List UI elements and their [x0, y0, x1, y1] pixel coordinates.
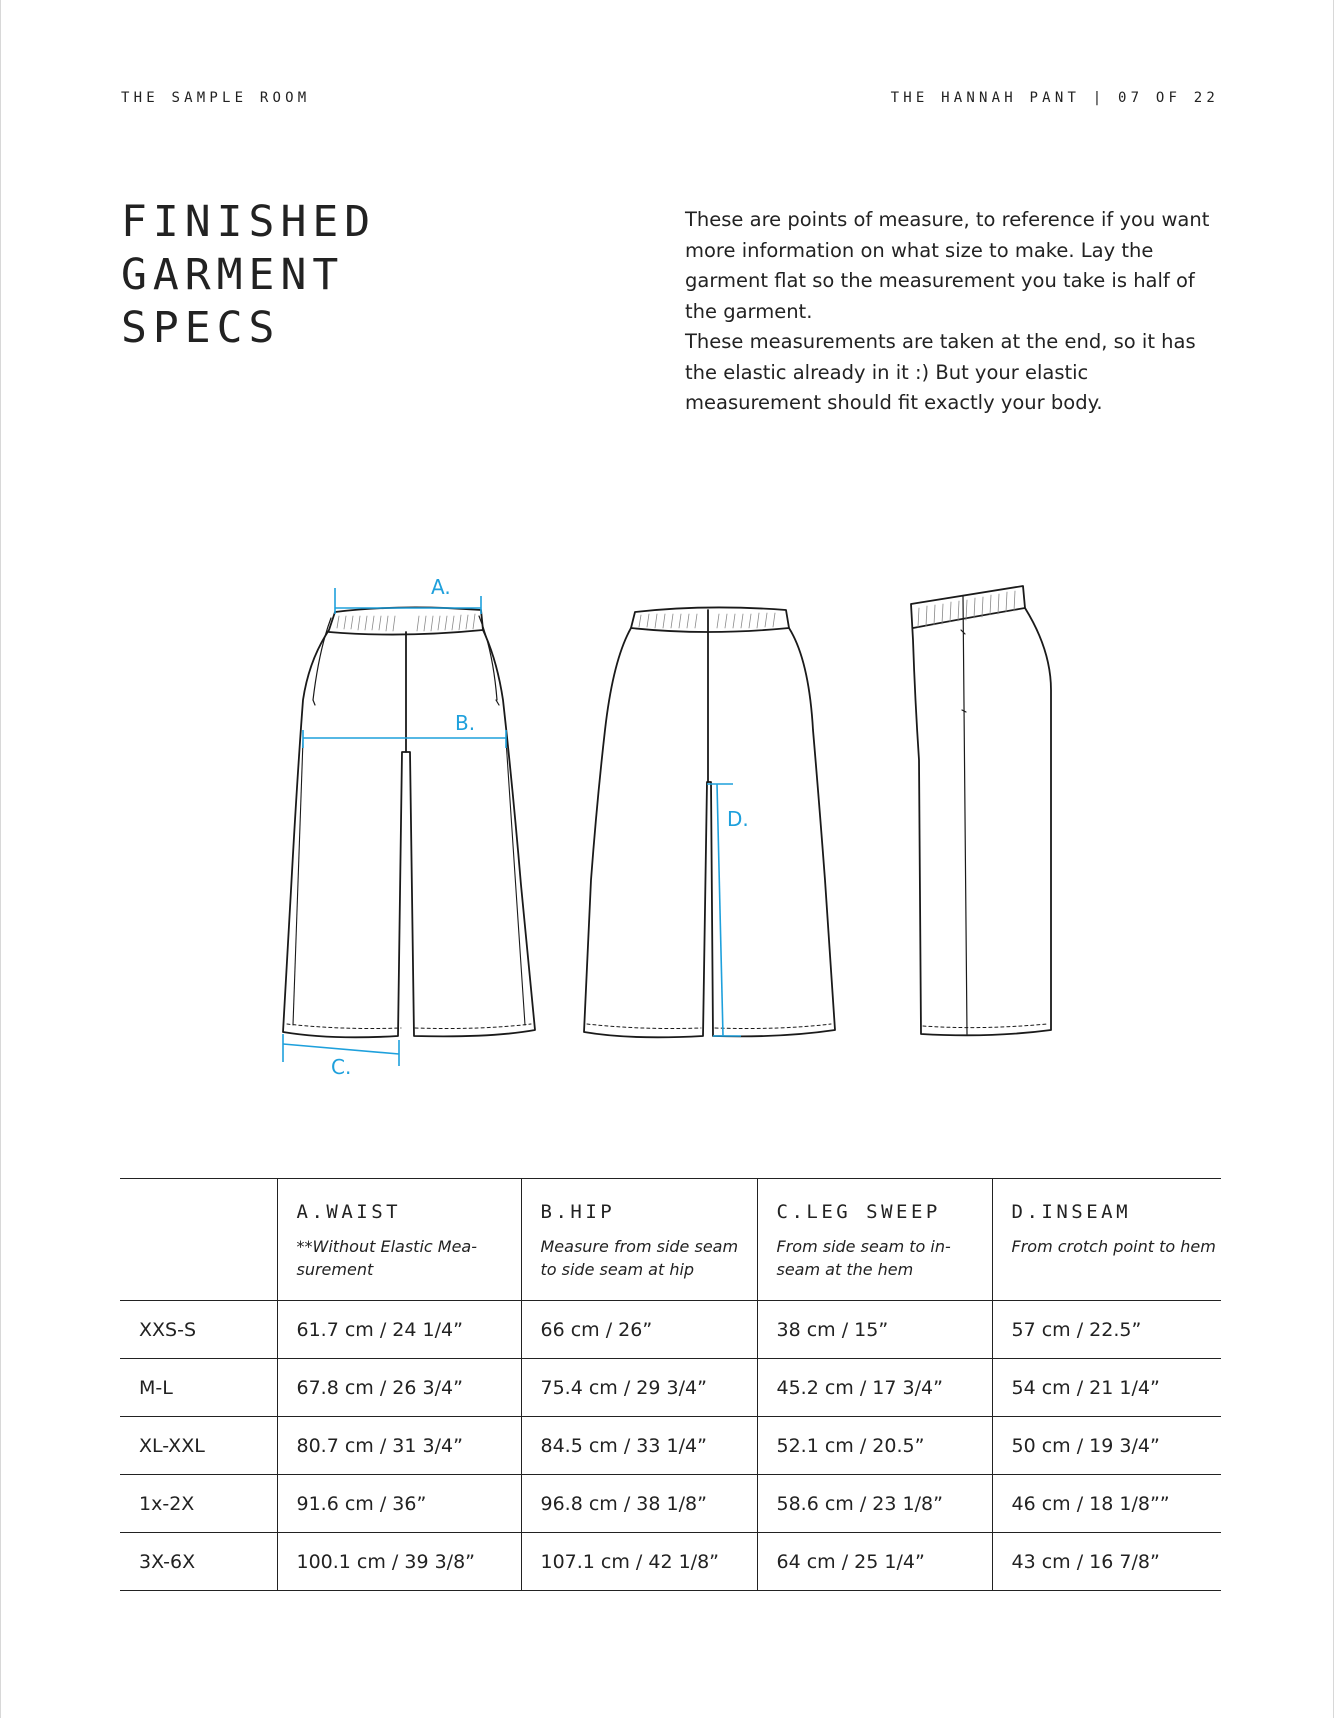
leg-sweep-value: 52.1 cm / 20.5” [757, 1417, 992, 1475]
column-note: Measure from side seam to side seam at hip [540, 1237, 739, 1279]
side-view-waistband-gathers [918, 591, 1015, 627]
waist-value: 67.8 cm / 26 3/4” [277, 1359, 521, 1417]
inseam-value: 54 cm / 21 1/4” [992, 1359, 1221, 1417]
hip-value: 96.8 cm / 38 1/8” [521, 1475, 757, 1533]
waist-value: 61.7 cm / 24 1/4” [277, 1301, 521, 1359]
inseam-value: 46 cm / 18 1/8”” [992, 1475, 1221, 1533]
column-header-waist [277, 1179, 521, 1301]
size-label: M-L [120, 1359, 277, 1417]
column-note: From side seam to in-seam at the hem [776, 1237, 951, 1279]
label-a: A. [431, 575, 451, 599]
front-view-pants [283, 607, 535, 1037]
leg-sweep-value: 64 cm / 25 1/4” [757, 1533, 992, 1591]
table-row [120, 1301, 1221, 1359]
column-note: From crotch point to hem [1011, 1237, 1216, 1256]
inseam-value: 43 cm / 16 7/8” [992, 1533, 1221, 1591]
column-name: D.INSEAM [1011, 1201, 1132, 1223]
hip-value: 66 cm / 26” [521, 1301, 757, 1359]
page-title [121, 196, 376, 355]
leg-sweep-value: 45.2 cm / 17 3/4” [757, 1359, 992, 1417]
title-line-1: FINISHED [121, 197, 377, 247]
size-label: XL-XXL [120, 1417, 277, 1475]
table-row [120, 1417, 1221, 1475]
waist-value: 91.6 cm / 36” [277, 1475, 521, 1533]
table-header-row [120, 1179, 1221, 1301]
back-view-waistband-gathers [639, 613, 775, 628]
front-view-waistband-gathers [337, 614, 475, 631]
table-header-blank [120, 1179, 277, 1301]
column-header-inseam [992, 1179, 1221, 1301]
table-row [120, 1359, 1221, 1417]
label-b: B. [455, 711, 476, 735]
title-line-2: GARMENT [121, 250, 345, 300]
table-row [120, 1475, 1221, 1533]
header-brand: THE SAMPLE ROOM [121, 90, 311, 106]
waist-value: 100.1 cm / 39 3/8” [277, 1533, 521, 1591]
leg-sweep-value: 38 cm / 15” [757, 1301, 992, 1359]
inseam-value: 50 cm / 19 3/4” [992, 1417, 1221, 1475]
intro-paragraph-2: These measurements are taken at the end, so it has the elastic already in it :) But your elastic measurement should fit exactly your body. [685, 330, 1196, 414]
hip-value: 107.1 cm / 42 1/8” [521, 1533, 757, 1591]
header-page-info: THE HANNAH PANT | 07 OF 22 [890, 90, 1219, 106]
inseam-value: 57 cm / 22.5” [992, 1301, 1221, 1359]
column-name: A.WAIST [296, 1201, 402, 1223]
size-label: XXS-S [120, 1301, 277, 1359]
label-c: C. [331, 1055, 352, 1079]
finished-garment-specs-table [120, 1178, 1221, 1591]
garment-technical-drawing [271, 560, 1071, 1100]
hip-value: 84.5 cm / 33 1/4” [521, 1417, 757, 1475]
column-header-leg-sweep [757, 1179, 992, 1301]
column-header-hip [521, 1179, 757, 1301]
waist-value: 80.7 cm / 31 3/4” [277, 1417, 521, 1475]
title-line-3: SPECS [121, 303, 281, 353]
size-label: 1x-2X [120, 1475, 277, 1533]
intro-text [685, 205, 1225, 419]
column-name: B.HIP [540, 1201, 616, 1223]
back-view-pants [584, 607, 835, 1037]
measure-b-hip-line [303, 730, 506, 748]
label-d: D. [727, 807, 749, 831]
side-view-pants [911, 586, 1051, 1035]
table-row [120, 1533, 1221, 1591]
column-name: C.LEG SWEEP [776, 1201, 941, 1223]
leg-sweep-value: 58.6 cm / 23 1/8” [757, 1475, 992, 1533]
size-label: 3X-6X [120, 1533, 277, 1591]
column-note: **Without Elastic Mea-surement [296, 1237, 477, 1279]
hip-value: 75.4 cm / 29 3/4” [521, 1359, 757, 1417]
intro-paragraph-1: These are points of measure, to reference if you want more information on what size to make. Lay the garment flat so the measurement you take is half of the garment. [685, 208, 1210, 323]
